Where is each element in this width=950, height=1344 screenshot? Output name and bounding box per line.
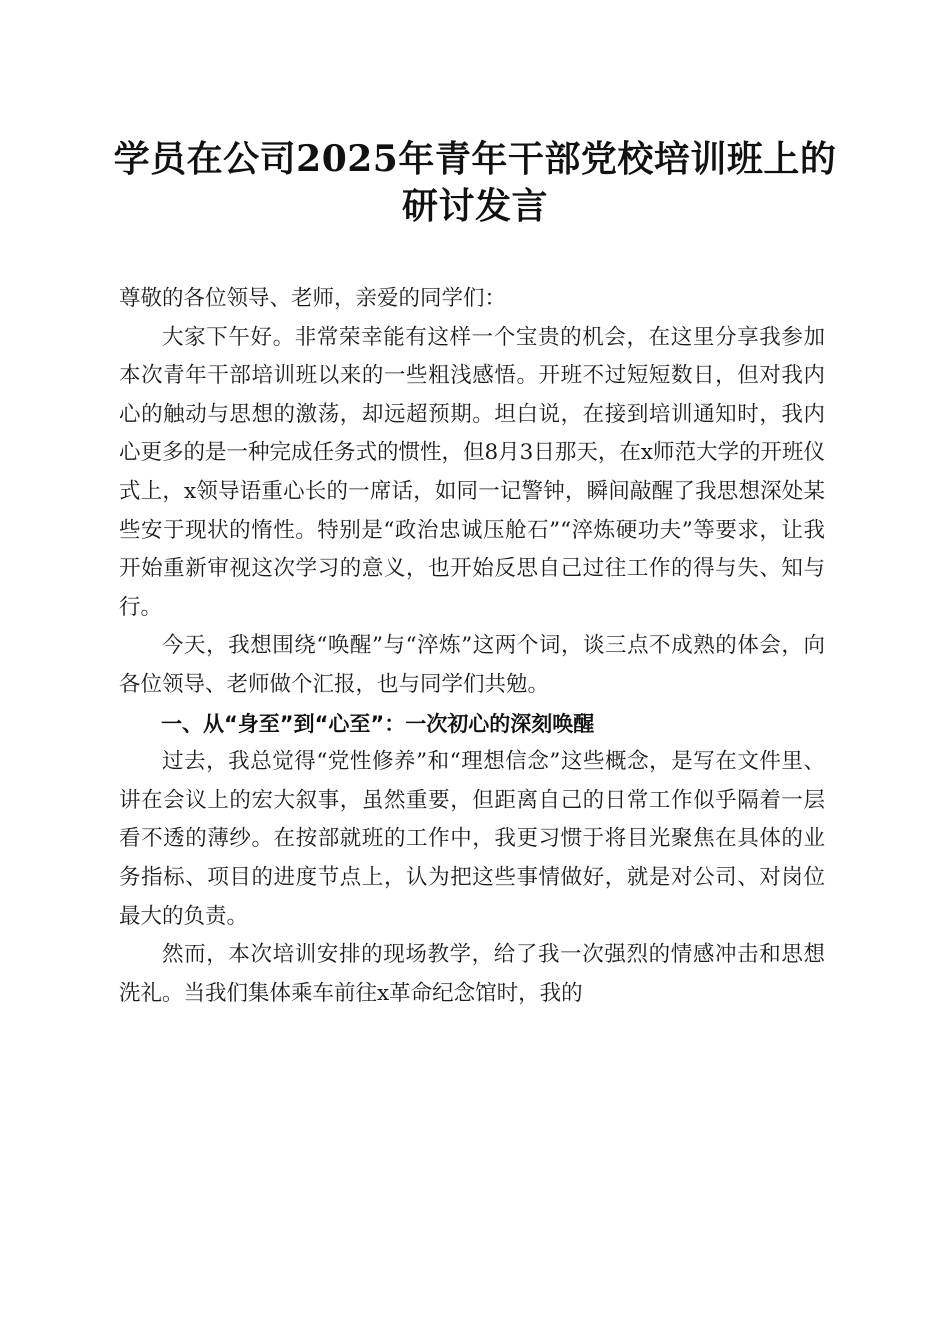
paragraph-section1-1: 过去，我总觉得“党性修养”和“理想信念”这些概念，是写在文件里、讲在会议上的宏大叙事，虽然重要，但距离自己的日常工作似乎隔着一层看不透的薄纱。在按部就班的工作中，我更习惯于将目光聚焦在具体的业务指标、项目的进度节点上，认为把这些事情做好，就是对公司、对岗位最大的负责。 (119, 749, 825, 929)
paragraph-opening: 大家下午好。非常荣幸能有这样一个宝贵的机会，在这里分享我参加本次青年干部培训班以来的一些粗浅感悟。开班不过短短数日，但对我内心的触动与思想的激荡，却远超预期。坦白说，在接到培训通知时，我内心更多的是一种完成任务式的惯性，但8月3日那天，在x师范大学的开班仪式上，x领导语重心长的一席话，如同一记警钟，瞬间敲醒了我思想深处某些安于现状的惰性。特别是“政治忠诚压舱石”“淬炼硬功夫”等要求，让我开始重新审视这次学习的意义，也开始反思自己过往工作的得与失、知与行。 (119, 324, 825, 620)
paragraph-section1-2: 然而，本次培训安排的现场教学，给了我一次强烈的情感冲击和思想洗礼。当我们集体乘车前往x革命纪念馆时，我的 (119, 942, 825, 1006)
paragraph-outline: 今天，我想围绕“唤醒”与“淬炼”这两个词，谈三点不成熟的体会，向各位领导、老师做个汇报，也与同学们共勉。 (119, 633, 825, 697)
document-title (100, 136, 850, 230)
title-line-2: 研讨发言 (401, 185, 548, 227)
title-line-1: 学员在公司2025年青年干部党校培训班上的 (113, 138, 837, 180)
section-heading-1: 一、从“身至”到“心至”：一次初心的深刻唤醒 (161, 711, 595, 736)
document-body (119, 280, 825, 1013)
salutation: 尊敬的各位领导、老师，亲爱的同学们： (119, 286, 507, 311)
